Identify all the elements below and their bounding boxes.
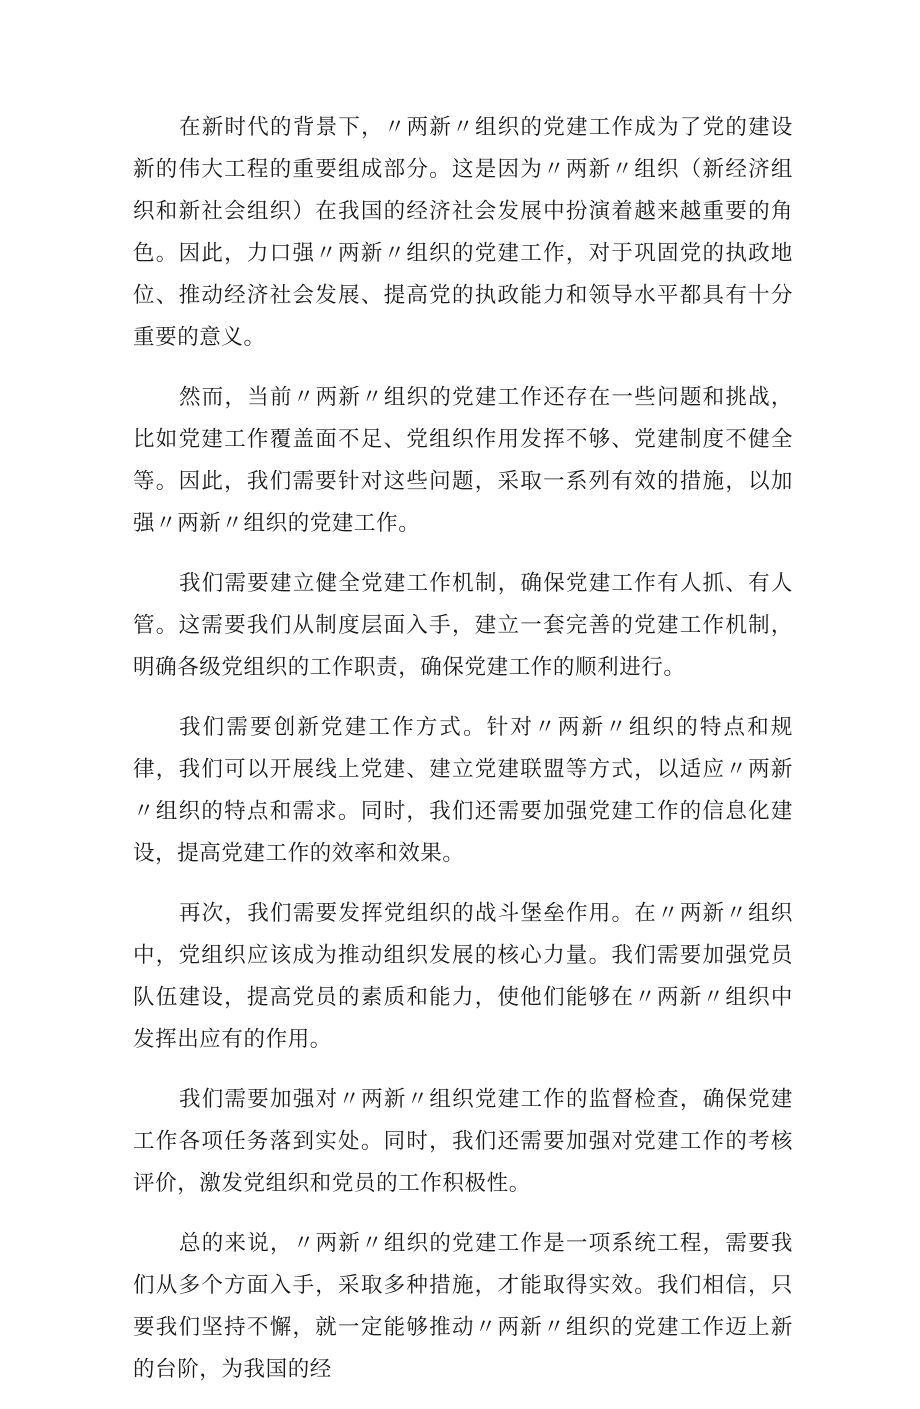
- paragraph-3: 我们需要建立健全党建工作机制，确保党建工作有人抓、有人管。这需要我们从制度层面入手，建立一套完善的党建工作机制，明确各级党组织的工作职责，确保党建工作的顺利进行。: [133, 571, 793, 680]
- paragraph-7: 总的来说，〃两新〃组织的党建工作是一项系统工程，需要我们从多个方面入手，采取多种措施，才能取得实效。我们相信，只要我们坚持不懈，就一定能够推动〃两新〃组织的党建工作迈上新的台阶，为我国的经: [133, 1231, 793, 1382]
- paragraph-6: 我们需要加强对〃两新〃组织党建工作的监督检查，确保党建工作各项任务落到实处。同时，我们还需要加强对党建工作的考核评价，激发党组织和党员的工作积极性。: [133, 1087, 793, 1196]
- paragraph-4: 我们需要创新党建工作方式。针对〃两新〃组织的特点和规律，我们可以开展线上党建、建立党建联盟等方式，以适应〃两新〃组织的特点和需求。同时，我们还需要加强党建工作的信息化建设，提高党建工作的效率和效果。: [133, 715, 793, 866]
- document-body: [133, 107, 793, 1409]
- paragraph-5: 再次，我们需要发挥党组织的战斗堡垒作用。在〃两新〃组织中，党组织应该成为推动组织发展的核心力量。我们需要加强党员队伍建设，提高党员的素质和能力，使他们能够在〃两新〃组织中发挥出应有的作用。: [133, 901, 793, 1052]
- paragraph-2: 然而，当前〃两新〃组织的党建工作还存在一些问题和挑战，比如党建工作覆盖面不足、党组织作用发挥不够、党建制度不健全等。因此，我们需要针对这些问题，采取一系列有效的措施，以加强〃两新〃组织的党建工作。: [133, 385, 793, 536]
- paragraph-1: 在新时代的背景下，〃两新〃组织的党建工作成为了党的建设新的伟大工程的重要组成部分。这是因为〃两新〃组织（新经济组织和新社会组织）在我国的经济社会发展中扮演着越来越重要的角色。因此，力口强〃两新〃组织的党建工作，对于巩固党的执政地位、推动经济社会发展、提高党的执政能力和领导水平都具有十分重要的意义。: [133, 115, 793, 350]
